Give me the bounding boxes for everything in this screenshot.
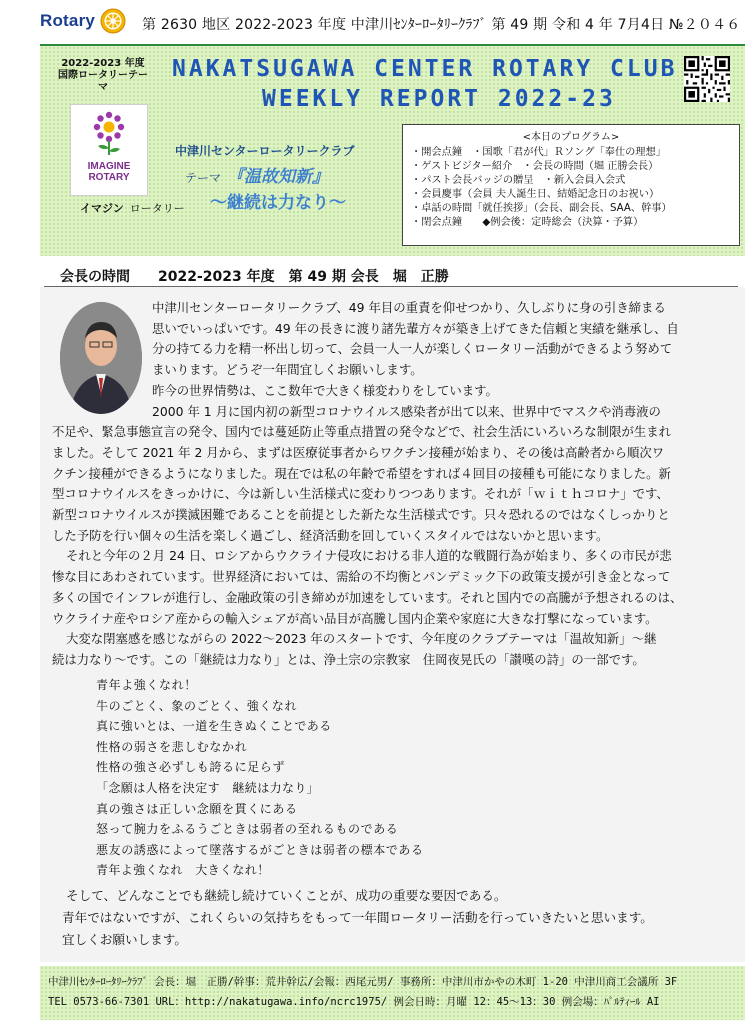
theme-prefix: テーマ [185, 171, 222, 185]
program-item: ・閉会点鐘 ◆例会後：定時総会（決算・予算） [411, 216, 644, 228]
poem-line: 青年よ強くなれ！ [96, 678, 197, 692]
imagine-word: IMAGINE [87, 161, 131, 172]
program-list [411, 145, 739, 229]
poem-line: 悪友の誘惑によって墜落するがごときは弱者の標本である [96, 842, 424, 857]
program-item: ・卓話の時間「就任挨拶」（会長、副会長、SAA、幹事） [411, 202, 672, 214]
program-item: ・会員慶事（会員 夫人誕生日、結婚記念日のお祝い） [411, 188, 660, 200]
article-line: 2000 年 1 月に国内初の新型コロナウイルス感染者が出て以来、世界中でマスクや消毒液の [152, 403, 661, 419]
article-line: ました。そして 2021 年 2 月から、まずは医療従事者からワクチン接種が始まり、その後は高齢者から順次ワ [52, 444, 665, 460]
article-line: 多くの国でインフレが進行し、金融政策の引き締めが加速をしています。それと国内での高騰が予想されるのは、 [52, 589, 683, 605]
president-portrait-icon [60, 302, 142, 414]
rotary-wheel-icon [99, 7, 127, 35]
closing-line: 青年ではないですが、これくらいの気持ちをもって一年間ロータリー活動を行っていきたいと思います。 [62, 910, 653, 925]
poem-line: 青年よ強くなれ 大きくなれ！ [96, 863, 270, 878]
article-line: それと今年の２月 24 日、ロシアからウクライナ侵攻における非人道的な戦闘行為が始まり、多くの市民が悲 [66, 548, 672, 564]
article-line: した予防を行い個々の生活を楽しく過ごし、経済活動を回していくスタイルではないかと思います。 [52, 527, 609, 543]
program-item: ・ゲストビジター紹介 ・会長の時間（堀 正勝会長） [411, 160, 659, 172]
club-title: NAKATSUGAWA CENTER ROTARY CLUB [172, 56, 678, 82]
rotary-logo [40, 7, 127, 35]
rotary-word: ROTARY [88, 172, 130, 183]
imagine-label-bold: イマジン [80, 202, 124, 215]
imagine-label [80, 200, 185, 216]
poem-line: 性格の弱さを悲しむなかれ [96, 739, 248, 754]
imagine-label-rest: ロータリー [129, 202, 185, 215]
poem-line: 怒って腕力をふるうごときは弱者の至れるものである [96, 822, 399, 837]
imagine-rotary-logo [70, 104, 148, 196]
article-heading: 会長の時間 2022-2023 年度 第 49 期 会長 堀 正勝 [60, 269, 449, 285]
imagine-rotary-text [71, 161, 147, 183]
poem-line: 真の強さは正しい念願を貫くにある [96, 801, 298, 816]
article-line: 惨な目にあわされています。世界経済においては、需給の不均衡とパンデミック下の政策支援が引き金となって [52, 569, 671, 585]
report-banner [40, 46, 745, 256]
qr-code-icon[interactable] [684, 56, 730, 102]
rotary-wordmark: Rotary [40, 11, 96, 30]
year-theme-line1: 2022-2023 年度 [61, 58, 145, 69]
article-line: 不足や、緊急事態宣言の発令、国内では蔓延防止等重点措置の発令などで、社会生活にいろいろな制限が生まれ [52, 424, 672, 440]
program-item: ・パスト会長バッジの贈呈 ・新入会員入会式 [411, 174, 626, 186]
footer-officers: 中津川ｾﾝﾀｰﾛｰﾀﾘｰｸﾗﾌﾞ 会長：堀 正勝/幹事：荒井幹広/会報：西尾元男/ 事務所：中津川市かやの木町 1-20 中津川商工会議所 3F [48, 976, 678, 988]
article-line: まいります。どうぞ一年間宜しくお願いします。 [152, 362, 423, 378]
closing-line: そして、どんなことでも継続し続けていくことが、成功の重要な要因である。 [66, 888, 507, 903]
president-photo [60, 302, 142, 414]
issue-header [40, 4, 745, 47]
year-theme-line2: 国際ロータリーテーマ [58, 70, 148, 93]
article-line: 分の持てる力を精一杯出し切って、会員一人一人が楽しくロータリー活動ができるよう努めて [152, 341, 673, 357]
imagine-flower-icon [71, 105, 147, 161]
issue-line: 第 2630 地区 2022-2023 年度 中津川ｾﾝﾀｰﾛｰﾀﾘｰｸﾗﾌﾞ 第 49 期 令和 4 年 7月4日 №２０４６ [142, 17, 741, 33]
club-footer [40, 966, 745, 1020]
theme-subtitle: ～継続は力なり～ [210, 193, 346, 213]
poem-line: 性格の強さ必ずしも誇るに足らず [96, 760, 286, 775]
article-line: 大変な閉塞感を感じながらの 2022～2023 年のスタートです、今年度のクラブテーマは「温故知新」～継 [66, 631, 657, 647]
article-line: 中津川センターロータリークラブ、49 年目の重責を仰せつかり、久しぶりに身の引き締まる [152, 300, 666, 315]
poem-line: 真に強いとは、一道を生きぬくことである [96, 719, 332, 734]
article-line: 続は力なり～です。この「継続は力なり」とは、浄土宗の宗教家 住岡夜晃氏の「讃嘆の詩」の一部です。 [52, 651, 645, 667]
article-line: 思いでいっぱいです。49 年の長きに渡り諸先輩方々が築き上げてきた信頼と実績を継承し、自 [152, 320, 679, 336]
footer-contact: TEL 0573-66-7301 URL：http://nakatugawa.info/ncrc1975/ 例会日時：月曜 12：45～13：30 例会場：ﾊﾟﾙﾃｨｰﾙ AI [48, 996, 660, 1008]
article-line: クチン接種ができるようになりました。現在では私の年齢で希望をすれば４回目の接種も可能になりました。新 [52, 465, 671, 481]
article-line: ウクライナ産やロシア産からの輸入シェアが高い品目が高騰し国内企業や家庭に大きな打撃になっています。 [52, 610, 658, 626]
program-heading: <本日のプログラム> [522, 132, 620, 143]
year-theme-label [54, 58, 152, 94]
club-name: 中津川センターロータリークラブ [175, 144, 355, 158]
report-title: WEEKLY REPORT 2022-23 [262, 86, 616, 112]
poem-line: 「念願は人格を決定す 継続は力なり」 [96, 781, 320, 795]
club-theme [185, 162, 329, 187]
program-box [402, 124, 740, 246]
article-line: 新型コロナウイルスが撲滅困難であることを前提とした新たな生活様式です。只々恐れるのではなくしっかりと [52, 507, 670, 522]
article-line: 昨今の世界情勢は、ここ数年で大きく様変わりをしています。 [152, 382, 498, 398]
poem-line: 牛のごとく、象のごとく、強くなれ [96, 698, 298, 713]
program-item: ・開会点鐘 ・国歌「君が代」Ｒソング「奉仕の理想」 [411, 146, 666, 158]
article-line: 型コロナウイルスをきっかけに、今は新しい生活様式に変わりつつあります。それが「ｗｉｔｈコロナ」です、 [52, 486, 669, 502]
theme-main: 『温故知新』 [227, 167, 330, 187]
closing-line: 宜しくお願いします。 [62, 932, 187, 947]
